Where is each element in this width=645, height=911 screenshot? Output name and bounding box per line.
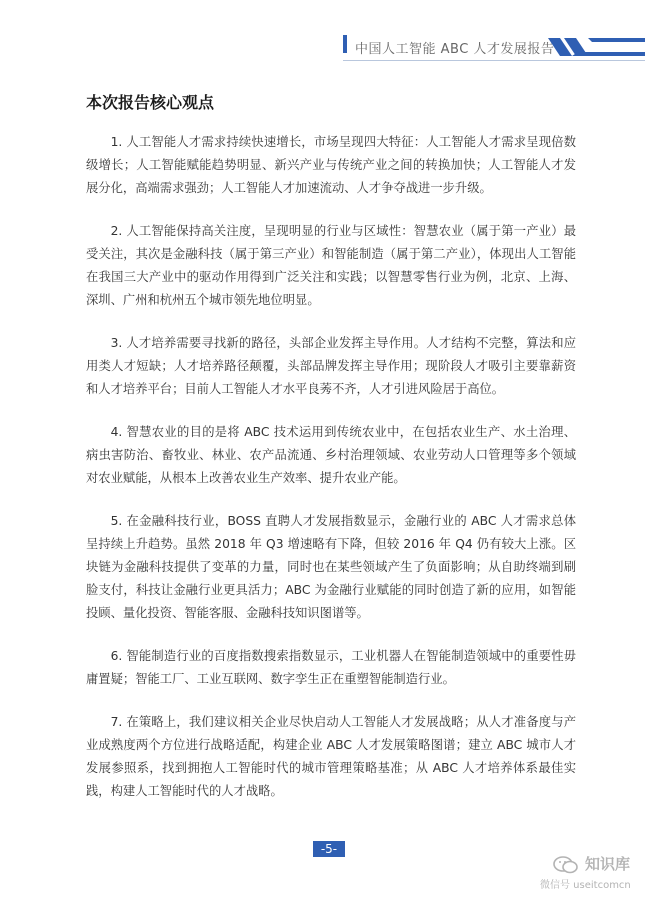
wechat-icon <box>553 855 579 875</box>
key-points <box>86 131 576 823</box>
point-paragraph: 4. 智慧农业的目的是将 ABC 技术运用到传统农业中，在包括农业生产、水土治理、病虫害防治、畜牧业、林业、农产品流通、乡村治理领域、农业劳动人口管理等多个领域对农业赋能，从根本上改善农业生产效率、提升农业产能。 <box>86 425 576 485</box>
header-rule <box>343 60 645 61</box>
watermark-subtitle: 微信号 useitcomcn <box>540 880 631 891</box>
page-title: 本次报告核心观点 <box>86 93 215 112</box>
point-paragraph: 1. 人工智能人才需求持续快速增长，市场呈现四大特征：人工智能人才需求呈现倍数级增长；人工智能赋能趋势明显、新兴产业与传统产业之间的转换加快；人工智能人才发展分化，高端需求强劲；人工智能人才加速流动、人才争夺战进一步升级。 <box>86 135 576 195</box>
point-paragraph: 5. 在金融科技行业，BOSS 直聘人才发展指数显示，金融行业的 ABC 人才需求总体呈持续上升趋势。虽然 2018 年 Q3 增速略有下降，但较 2016 年 Q4 仍有较大上涨。区块链为金融科技提供了变革的力量，同时也在某些领域产生了负面影响；从自助终端到刷脸支付，科技让金融行业更具活力；ABC 为金融行业赋能的同时创造了新的应用，如智能投顾、量化投资、智能客服、金融科技知识图谱等。 <box>86 514 576 620</box>
header-title: 中国人工智能 ABC 人才发展报告 <box>355 42 555 57</box>
point-paragraph: 2. 人工智能保持高关注度，呈现明显的行业与区域性：智慧农业（属于第一产业）最受关注，其次是金融科技（属于第三产业）和智能制造（属于第二产业），体现出人工智能在我国三大产业中的驱动作用得到广泛关注和实践；以智慧零售行业为例，北京、上海、深圳、广州和杭州五个城市领先地位明显。 <box>86 224 576 307</box>
point-paragraph: 6. 智能制造行业的百度指数搜索指数显示，工业机器人在智能制造领域中的重要性毋庸置疑；智能工厂、工业互联网、数字孪生正在重塑智能制造行业。 <box>86 649 576 686</box>
watermark-brand: 知识库 <box>585 855 631 873</box>
point-paragraph: 3. 人才培养需要寻找新的路径，头部企业发挥主导作用。人才结构不完整，算法和应用类人才短缺；人才培养路径颠覆，头部品牌发挥主导作用；现阶段人才吸引主要靠薪资和人才培养平台；目前人工智能人才水平良莠不齐，人才引进风险居于高位。 <box>86 336 576 396</box>
point-paragraph: 7. 在策略上，我们建议相关企业尽快启动人工智能人才发展战略；从人才准备度与产业成熟度两个方位进行战略适配，构建企业 ABC 人才发展策略图谱；建立 ABC 城市人才发展参照系，找到拥抱人工智能时代的城市管理策略基准；从 ABC 人才培养体系最佳实践，构建人工智能时代的人才战略。 <box>86 715 576 798</box>
header-chevron-decoration <box>548 36 645 58</box>
header-accent-bar <box>343 35 347 53</box>
page-number: -5- <box>313 841 345 857</box>
